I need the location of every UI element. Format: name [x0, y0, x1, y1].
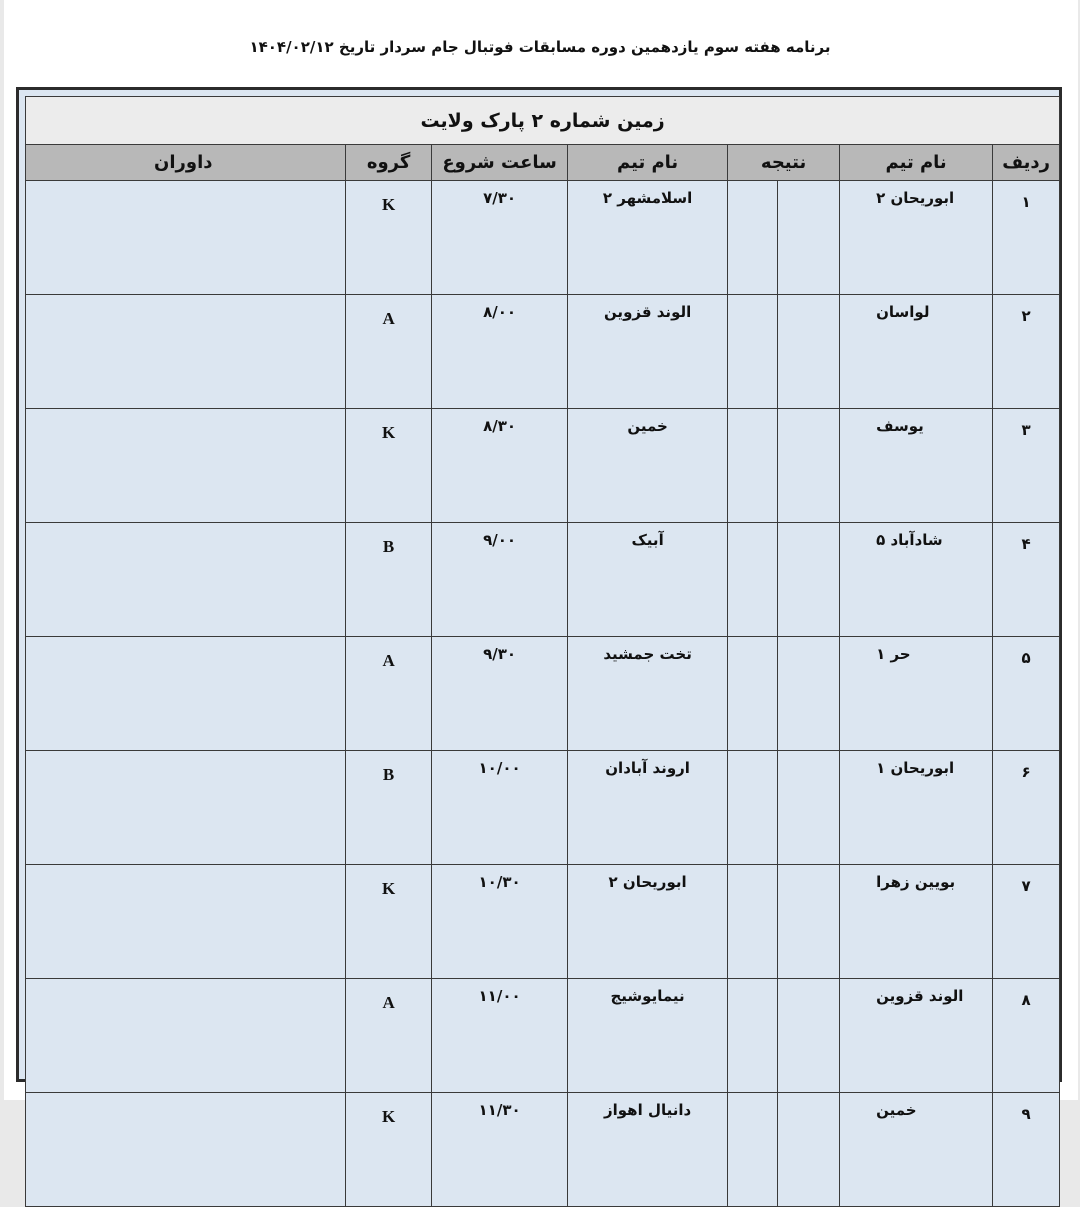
table-row	[26, 1093, 1060, 1207]
table-row	[26, 751, 1060, 865]
group-letter: K	[346, 1093, 432, 1207]
row-number: ۸	[993, 979, 1060, 1093]
table-row	[26, 181, 1060, 295]
group-letter: A	[346, 295, 432, 409]
team2-name: خمین	[568, 409, 728, 523]
result-away	[728, 409, 778, 523]
header-row-number: ردیف	[993, 145, 1060, 181]
team1-name: الوند قزوین	[840, 979, 993, 1093]
result-home	[778, 637, 840, 751]
result-home	[778, 523, 840, 637]
schedule-body	[26, 181, 1060, 1207]
result-home	[778, 865, 840, 979]
team2-name: تخت جمشید	[568, 637, 728, 751]
team2-name: آبیک	[568, 523, 728, 637]
team2-name: نیمایوشیج	[568, 979, 728, 1093]
venue-title: زمین شماره ۲ پارک ولایت	[26, 97, 1060, 145]
team1-name: ابوریحان ۲	[840, 181, 993, 295]
header-start-time: ساعت شروع	[432, 145, 568, 181]
referees-cell	[26, 751, 346, 865]
result-away	[728, 865, 778, 979]
result-away	[728, 181, 778, 295]
result-home	[778, 409, 840, 523]
document-title: برنامه هفته سوم یازدهمین دوره مسابقات فوتبال جام سردار تاریخ ۱۴۰۴/۰۲/۱۲	[249, 38, 831, 56]
result-away	[728, 295, 778, 409]
group-letter: B	[346, 751, 432, 865]
header-team2: نام تیم	[568, 145, 728, 181]
referees-cell	[26, 181, 346, 295]
referees-cell	[26, 637, 346, 751]
group-letter: K	[346, 409, 432, 523]
start-time: ۱۱/۳۰	[432, 1093, 568, 1207]
result-away	[728, 979, 778, 1093]
table-row	[26, 523, 1060, 637]
start-time: ۹/۰۰	[432, 523, 568, 637]
start-time: ۱۱/۰۰	[432, 979, 568, 1093]
row-number: ۶	[993, 751, 1060, 865]
header-referees: داوران	[26, 145, 346, 181]
result-away	[728, 1093, 778, 1207]
table-row	[26, 865, 1060, 979]
start-time: ۸/۰۰	[432, 295, 568, 409]
row-number: ۵	[993, 637, 1060, 751]
row-number: ۴	[993, 523, 1060, 637]
result-home	[778, 295, 840, 409]
header-team1: نام تیم	[840, 145, 993, 181]
team2-name: ابوریحان ۲	[568, 865, 728, 979]
schedule-table	[25, 96, 1060, 1207]
referees-cell	[26, 979, 346, 1093]
result-away	[728, 637, 778, 751]
team1-name: لواسان	[840, 295, 993, 409]
group-letter: A	[346, 979, 432, 1093]
start-time: ۸/۳۰	[432, 409, 568, 523]
group-letter: B	[346, 523, 432, 637]
team1-name: یوسف	[840, 409, 993, 523]
team1-name: ابوریحان ۱	[840, 751, 993, 865]
team2-name: اروند آبادان	[568, 751, 728, 865]
referees-cell	[26, 295, 346, 409]
referees-cell	[26, 409, 346, 523]
result-away	[728, 523, 778, 637]
table-row	[26, 409, 1060, 523]
start-time: ۱۰/۰۰	[432, 751, 568, 865]
team2-name: اسلامشهر ۲	[568, 181, 728, 295]
team1-name: شادآباد ۵	[840, 523, 993, 637]
team1-name: بویین زهرا	[840, 865, 993, 979]
start-time: ۱۰/۳۰	[432, 865, 568, 979]
team2-name: الوند قزوین	[568, 295, 728, 409]
referees-cell	[26, 1093, 346, 1207]
row-number: ۲	[993, 295, 1060, 409]
result-away	[728, 751, 778, 865]
referees-cell	[26, 865, 346, 979]
team2-name: دانیال اهواز	[568, 1093, 728, 1207]
start-time: ۷/۳۰	[432, 181, 568, 295]
row-number: ۳	[993, 409, 1060, 523]
row-number: ۱	[993, 181, 1060, 295]
table-row	[26, 637, 1060, 751]
table-row	[26, 979, 1060, 1093]
row-number: ۹	[993, 1093, 1060, 1207]
referees-cell	[26, 523, 346, 637]
team1-name: حر ۱	[840, 637, 993, 751]
group-letter: K	[346, 865, 432, 979]
table-row	[26, 295, 1060, 409]
row-number: ۷	[993, 865, 1060, 979]
result-home	[778, 1093, 840, 1207]
header-result: نتیجه	[728, 145, 840, 181]
team1-name: خمین	[840, 1093, 993, 1207]
result-home	[778, 979, 840, 1093]
group-letter: K	[346, 181, 432, 295]
header-group: گروه	[346, 145, 432, 181]
schedule-frame	[16, 87, 1062, 1126]
result-home	[778, 181, 840, 295]
start-time: ۹/۳۰	[432, 637, 568, 751]
result-home	[778, 751, 840, 865]
group-letter: A	[346, 637, 432, 751]
